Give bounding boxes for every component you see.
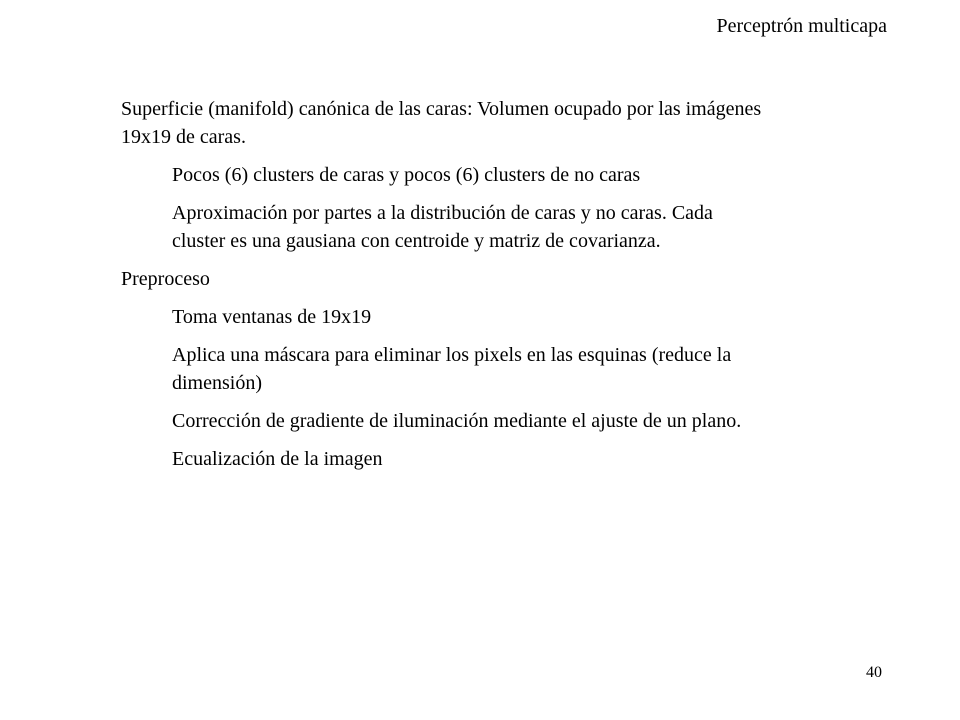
page-number: 40 <box>866 664 882 681</box>
paragraph-clusters: Pocos (6) clusters de caras y pocos (6) clusters de no caras <box>172 164 641 186</box>
paragraph-manifold: Superficie (manifold) canónica de las caras: Volumen ocupado por las imágenes 19x19 de caras. <box>121 98 762 148</box>
slide-body <box>121 95 771 483</box>
paragraph-mask: Aplica una máscara para eliminar los pixels en las esquinas (reduce la dimensión) <box>172 344 732 394</box>
paragraph-equalization: Ecualización de la imagen <box>172 448 383 470</box>
paragraph-approximation: Aproximación por partes a la distribución de caras y no caras. Cada cluster es una gausiana con centroide y matriz de covarianza. <box>172 202 713 252</box>
paragraph-gradient: Corrección de gradiente de iluminación mediante el ajuste de un plano. <box>172 410 742 432</box>
paragraph-preprocessing: Preproceso <box>121 268 210 290</box>
paragraph-windows: Toma ventanas de 19x19 <box>172 306 372 328</box>
slide-title: Perceptrón multicapa <box>716 15 887 37</box>
